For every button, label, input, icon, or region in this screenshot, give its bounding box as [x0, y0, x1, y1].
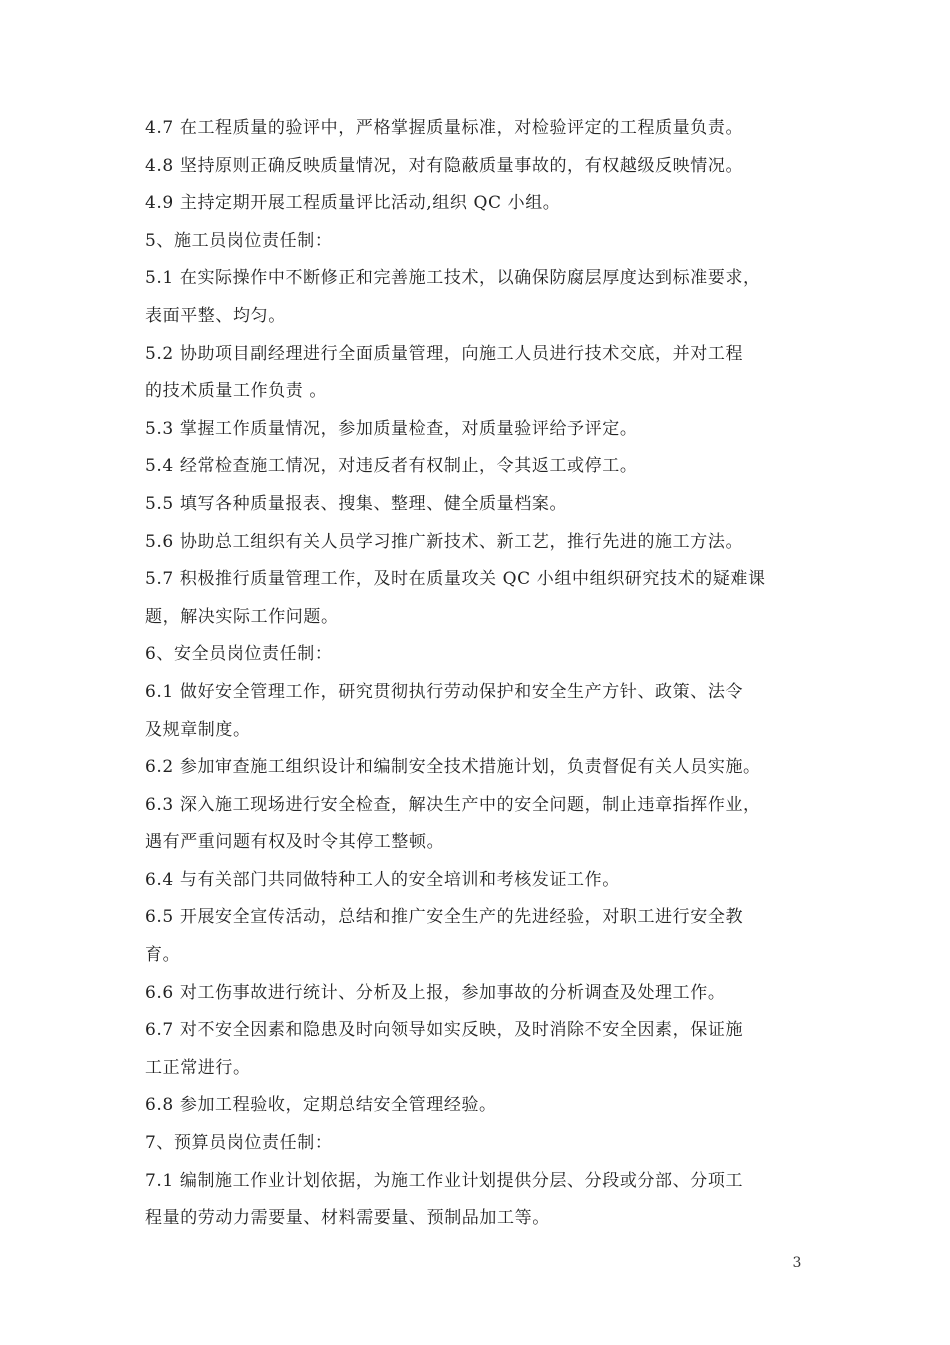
- text-line: 6.7 对不安全因素和隐患及时向领导如实反映，及时消除不安全因素，保证施: [145, 1020, 744, 1041]
- text-line: 6.1 做好安全管理工作，研究贯彻执行劳动保护和安全生产方针、政策、法令: [145, 681, 744, 702]
- document-body: [145, 110, 805, 1238]
- text-line: 4.9 主持定期开展工程质量评比活动,组织 QC 小组。: [145, 193, 561, 214]
- text-line: 5.2 协助项目副经理进行全面质量管理，向施工人员进行技术交底，并对工程: [145, 343, 744, 364]
- section-heading: 7、预算员岗位责任制：: [145, 1133, 333, 1154]
- text-line: 7.1 编制施工作业计划依据，为施工作业计划提供分层、分段或分部、分项工: [145, 1170, 744, 1191]
- text-line: 6.5 开展安全宣传活动，总结和推广安全生产的先进经验，对职工进行安全教: [145, 907, 744, 928]
- text-line: 5.3 掌握工作质量情况，参加质量检查，对质量验评给予评定。: [145, 418, 638, 439]
- text-line: 题，解决实际工作问题。: [145, 606, 339, 627]
- text-line: 程量的劳动力需要量、材料需要量、预制品加工等。: [145, 1208, 550, 1229]
- text-line: 5.6 协助总工组织有关人员学习推广新技术、新工艺，推行先进的施工方法。: [145, 531, 744, 552]
- text-line: 6.2 参加审查施工组织设计和编制安全技术措施计划，负责督促有关人员实施。: [145, 757, 761, 778]
- text-line: 4.8 坚持原则正确反映质量情况，对有隐蔽质量事故的，有权越级反映情况。: [145, 155, 744, 176]
- text-line: 育。: [145, 945, 181, 966]
- text-line: 5.7 积极推行质量管理工作，及时在质量攻关 QC 小组中组织研究技术的疑难课: [145, 569, 766, 590]
- text-line: 5.4 经常检查施工情况，对违反者有权制止，令其返工或停工。: [145, 456, 638, 477]
- text-line: 的技术质量工作负责 。: [145, 381, 328, 402]
- text-line: 6.3 深入施工现场进行安全检查，解决生产中的安全问题，制止违章指挥作业，: [145, 794, 761, 815]
- text-line: 及规章制度。: [145, 719, 251, 740]
- text-line: 工正常进行。: [145, 1057, 251, 1078]
- text-line: 遇有严重问题有权及时令其停工整顿。: [145, 832, 445, 853]
- text-line: 6.6 对工伤事故进行统计、分析及上报，参加事故的分析调查及处理工作。: [145, 982, 726, 1003]
- text-line: 表面平整、均匀。: [145, 305, 286, 326]
- section-heading: 5、施工员岗位责任制：: [145, 230, 333, 251]
- section-heading: 6、安全员岗位责任制：: [145, 644, 333, 665]
- text-line: 6.4 与有关部门共同做特种工人的安全培训和考核发证工作。: [145, 869, 620, 890]
- page-number: 3: [792, 1255, 802, 1271]
- text-line: 5.1 在实际操作中不断修正和完善施工技术，以确保防腐层厚度达到标准要求，: [145, 268, 761, 289]
- text-line: 4.7 在工程质量的验评中，严格掌握质量标准，对检验评定的工程质量负责。: [145, 118, 744, 138]
- text-line: 6.8 参加工程验收，定期总结安全管理经验。: [145, 1095, 497, 1116]
- text-line: 5.5 填写各种质量报表、搜集、整理、健全质量档案。: [145, 493, 568, 514]
